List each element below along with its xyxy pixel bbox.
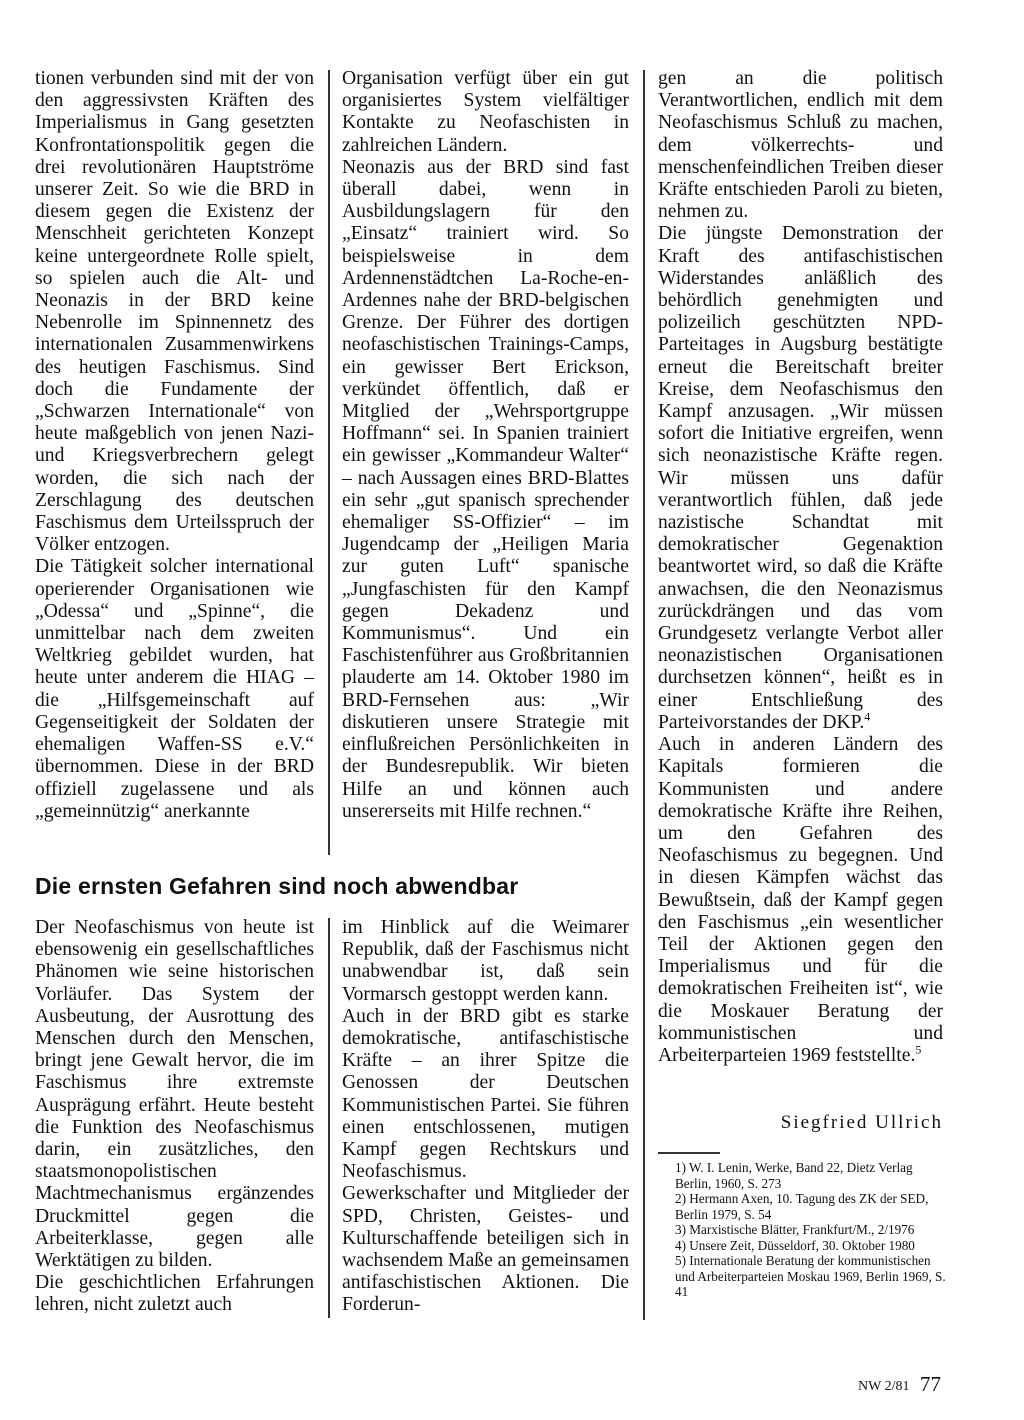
paragraph: Der Neofaschismus von heute ist ebensowenig ein gesellschaftliches Phänomen wie seine historischen Vorläufer. Das System der Ausbeutung, der Ausrottung des Menschen durch den Menschen, bringt jene Gewalt hervor, die im Faschismus ihre extremste Ausprägung erfährt. Heute besteht die Funktion des Neofaschismus darin, ein zusätzliches, den staatsmonopolistischen Machtmechanismus ergänzendes Druckmittel gegen die Arbeiterklasse, gegen alle Werktätigen zu bilden. [35, 917, 314, 1272]
paragraph: Auch in der BRD gibt es starke demokratische, antifaschistische Kräfte – an ihrer Spitze die Genossen der Deutschen Kommunistischen Partei. Sie führen einen entschlossenen, mutigen Kampf gegen Rechtskurs und Neofaschismus. [342, 1005, 629, 1183]
article-column-3 [658, 68, 943, 1067]
paragraph: Gewerkschafter und Mitglieder der SPD, Christen, Geistes- und Kulturschaffende beteiligen sich in wachsendem Maße an gemeinsamen antifaschistischen Aktionen. Die Forderun- [342, 1183, 629, 1316]
footnote: 2) Hermann Axen, 10. Tagung des ZK der SED, Berlin 1979, S. 54 [675, 1191, 929, 1222]
footnote: 3) Marxistische Blätter, Frankfurt/M., 2/1976 [675, 1222, 915, 1237]
author-signature: Siegfried Ullrich [780, 1112, 943, 1133]
footnote: 5) Internationale Beratung der kommunistischen und Arbeiterparteien Moskau 1969, Berlin 1969, S. 41 [675, 1253, 946, 1299]
article-column-2-bottom [342, 917, 629, 1317]
paragraph [658, 223, 943, 734]
footnotes [675, 1160, 950, 1300]
paragraph [658, 734, 943, 1067]
paragraph: Organisation verfügt über ein gut organisiertes System vielfältiger Kontakte zu Neofaschisten in zahlreichen Ländern. [342, 68, 629, 156]
paragraph: Die geschichtlichen Erfahrungen lehren, nicht zuletzt auch [35, 1272, 314, 1316]
paragraph: im Hinblick auf die Weimarer Republik, daß der Faschismus nicht unabwendbar ist, daß sein Vormarsch gestoppt werden kann. [342, 917, 629, 1005]
column-divider [643, 70, 645, 1320]
article-column-1-top [35, 68, 314, 823]
column-divider [328, 70, 330, 855]
section-heading: Die ernsten Gefahren sind noch abwendbar [35, 873, 519, 899]
footnote: 1) W. I. Lenin, Werke, Band 22, Dietz Verlag Berlin, 1960, S. 273 [675, 1160, 913, 1191]
footnote: 4) Unsere Zeit, Düsseldorf, 30. Oktober 1980 [675, 1237, 915, 1253]
paragraph: tionen verbunden sind mit der von den aggressivsten Kräften des Imperialismus in Gang gesetzten Konfrontationspolitik gegen die drei revolutionären Hauptströme unserer Zeit. So wie die BRD in diesem gegen die Existenz der Menschheit gerichteten Konzept keine untergeordnete Rolle spielt, so spielen auch die Alt- und Neonazis in der BRD keine Nebenrolle im Spinnennetz des internationalen Zusammenwirkens des heutigen Faschismus. Sind doch die Fundamente der „Schwarzen Internationale“ von heute maßgeblich von jenen Nazi- und Kriegsverbrechern gelegt worden, die sich nach der Zerschlagung des deutschen Faschismus dem Urteilsspruch der Völker entzogen. [35, 68, 314, 556]
paragraph: Neonazis aus der BRD sind fast überall dabei, wenn in Ausbildungslagern für den „Einsatz“ trainiert wird. So beispielsweise in dem Ardennenstädtchen La-Roche-en-Ardennes nahe der BRD-belgischen Grenze. Der Führer des dortigen neofaschistischen Trainings-Camps, ein gewisser Bert Erickson, verkündet öffentlich, daß er Mitglied der „Wehrsportgruppe Hoffmann“ sei. In Spanien trainiert ein gewisser „Kommandeur Walter“ – nach Aussagen eines BRD-Blattes ein sehr „gut spanisch sprechender ehemaliger SS-Offizier“ – im Jugendcamp der „Heiligen Maria zur guten Luft“ spanische „Jungfaschisten für den Kampf gegen Dekadenz und Kommunismus“. Und ein Faschistenführer aus Großbritannien plauderte am 14. Oktober 1980 im BRD-Fernsehen aus: „Wir diskutieren unsere Strategie mit einflußreichen Persönlichkeiten in der Bundesrepublik. Wir bieten Hilfe an und können auch unsererseits mit Hilfe rechnen.“ [342, 156, 629, 822]
column-divider [328, 918, 330, 1318]
paragraph-text: Die jüngste Demonstration der Kraft des antifaschistischen Widerstandes anläßlich des behördlich genehmigten und polizeilich geschützten NPD-Parteitages in Augsburg bestätigte erneut die Bereitschaft breiter Kreise, dem Neofaschismus den Kampf anzusagen. „Wir müssen sofort die Initiative ergreifen, wenn sich neonazistische Kräfte regen. Wir müssen uns dafür verantwortlich fühlen, daß jede nazistische Schandtat mit demokratischer Gegenaktion beantwortet wird, so daß die Kräfte anwachsen, die den Neonazismus zurückdrängen und das vom Grundgesetz verlangte Verbot aller neonazistischen Organisationen durchsetzen können“, heißt es in einer Entschließung des Parteivorstandes der DKP. [658, 223, 943, 733]
paragraph: gen an die politisch Verantwortlichen, endlich mit dem Neofaschismus Schluß zu machen, dem völkerrechts- und menschenfeindlichen Treiben dieser Kräfte entschieden Paroli zu bieten, nehmen zu. [658, 68, 943, 223]
journal-reference: NW 2/81 [858, 1379, 910, 1394]
page-number: 77 [920, 1372, 941, 1396]
footnote-ref: 5 [915, 1042, 922, 1057]
article-column-1-bottom [35, 917, 314, 1317]
article-column-2-top [342, 68, 629, 823]
footnote-ref: 4 [864, 709, 871, 724]
footnote-divider [658, 1152, 720, 1154]
paragraph-text: Auch in anderen Ländern des Kapitals formieren die Kommunisten und andere demokratische Kräfte ihre Reihen, um den Gefahren des Neofaschismus zu begegnen. Und in diesen Kämpfen wächst das Bewußtsein, daß der Kampf gegen den Faschismus „ein wesentlicher Teil der Aktionen gegen den Imperialismus und für die demokratischen Freiheiten ist“, wie die Moskauer Beratung der kommunistischen und Arbeiterparteien 1969 feststellte. [658, 734, 943, 1066]
paragraph: Die Tätigkeit solcher international operierender Organisationen wie „Odessa“ und „Spinne“, die unmittelbar nach dem zweiten Weltkrieg gebildet wurden, hat heute unter anderem die HIAG – die „Hilfsgemeinschaft auf Gegenseitigkeit der Soldaten der ehemaligen Waffen-SS e.V.“ übernommen. Diese in der BRD offiziell zugelassene und als „gemeinnützig“ anerkannte [35, 556, 314, 822]
